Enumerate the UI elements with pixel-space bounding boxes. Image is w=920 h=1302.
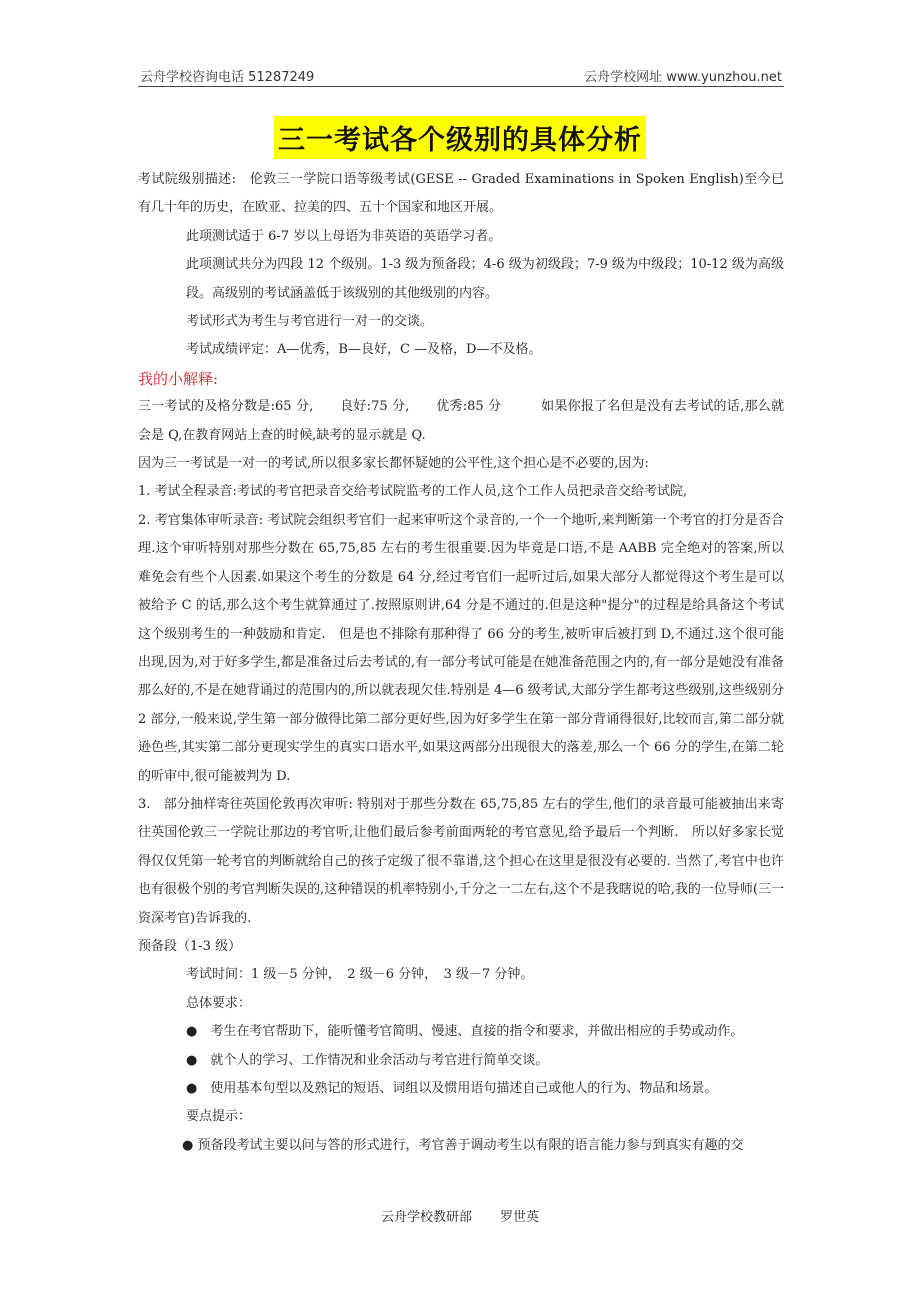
intro-levels: 此项测试共分为四段 12 个级别。1-3 级为预备段；4-6 级为初级段；7-9 级为中级段；10-12 级为高级段。高级别的考试涵盖低于该级别的其他级别的内容。 <box>186 257 784 301</box>
intro-description: 考试院级别描述: 伦敦三一学院口语等级考试(GESE -- Graded Examinations in Spoken English)至今已有几十年的历史，在欧亚、拉美的四、五十个国家和地区开展。 <box>138 172 784 216</box>
intro-grading: 考试成绩评定：A—优秀，B—良好，C —及格，D—不及格。 <box>186 342 542 358</box>
explanation-heading: 我的小解释: <box>138 369 219 388</box>
bullet-icon: ● <box>186 1024 211 1040</box>
prep-tip-1 <box>138 1132 784 1160</box>
requirement-text: 使用基本句型以及熟记的短语、词组以及惯用语句描述自己或他人的行为、物品和场景。 <box>210 1081 718 1096</box>
explanation-scores: 三一考试的及格分数是:65 分, 良好:75 分, 优秀:85 分 如果你报了名但是没有去考试的话,那么就会是 Q,在教育网站上查的时候,缺考的显示就是 Q. <box>138 399 784 443</box>
prep-heading: 预备段（1-3 级） <box>138 938 242 954</box>
tip-text: 预备段考试主要以问与答的形式进行，考官善于调动考生以有限的语言能力参与到真实有趣的交 <box>197 1137 744 1153</box>
bullet-icon: ● <box>186 1081 211 1096</box>
prep-requirement-2 <box>138 1047 784 1075</box>
footer-author: 罗世英 <box>500 1210 540 1225</box>
prep-time: 考试时间：1 级－5 分钟， 2 级－6 分钟， 3 级－7 分钟。 <box>186 967 534 983</box>
title-container <box>0 116 920 159</box>
explanation-item-2: 2. 考官集体审听录音: 考试院会组织考官们一起来审听这个录音的,一个一个地听,来判断第一个考官的打分是否合理.这个审听特别对那些分数在 65,75,85 左右的考生很重要.因为毕竟是口语,不是 AABB 完全绝对的答案,所以难免会有些个人因素.如果这个考生的分数是 64 分,经过考官们一起听过后,如果大部分人都觉得这个考生是可以被给予 C 的话,那么这个考生就算通过了.按照原则讲,64 分是不通过的.但是这种"提分"的过程是给具备这个考试这个级别考生的一种鼓励和肯定. 但是也不排除有那种得了 66 分的考生,被听审后被打到 D,不通过.这个很可能出现,因为,对于好多学生,都是准备过后去考试的,有一部分考试可能是在她准备范围之内的,有一部分是她没有准备那么好的,不是在她背诵过的范围内的,所以就表现欠佳.特别是 4—6 级考试,大部分学生都考这些级别,这些级别分 2 部分,一般来说,学生第一部分做得比第二部分更好些,因为好多学生在第一部分背诵得很好,比较而言,第二部分就逊色些,其实第二部分更现实学生的真实口语水平,如果这两部分出现很大的落差,那么一个 66 分的学生,在第二轮的听审中,很可能被判为 D. <box>138 512 784 784</box>
bullet-icon: ● <box>186 1052 211 1068</box>
bullet-icon: ● <box>182 1137 198 1153</box>
header-website: 云舟学校网址 www.yunzhou.net <box>584 70 782 85</box>
page-header <box>138 64 784 87</box>
explanation-fairness: 因为三一考试是一对一的考试,所以很多家长都怀疑她的公平性,这个担心是不必要的,因为: <box>138 456 649 472</box>
intro-format: 考试形式为考生与考官进行一对一的交谈。 <box>186 314 434 330</box>
explanation-item-3: 3. 部分抽样寄往英国伦敦再次审听: 特别对于那些分数在 65,75,85 左右的学生,他们的录音最可能被抽出来寄往英国伦敦三一学院让那边的考官听,让他们最后参考前面两轮的考官意见,给予最后一个判断. 所以好多家长觉得仅仅凭第一轮考官的判断就给自己的孩子定级了很不靠谱,这个担心在这里是很没有必要的. 当然了,考官中也许也有很极个别的考官判断失误的,这种错误的机率特别小,千分之一二左右,这个不是我瞎说的哈,我的一位导师(三一资深考官)告诉我的. <box>138 796 784 926</box>
requirement-text: 考生在考官帮助下，能听懂考官简明、慢速、直接的指令和要求，并做出相应的手势或动作。 <box>210 1024 744 1040</box>
header-phone: 云舟学校咨询电话 51287249 <box>140 70 315 85</box>
prep-requirement-3 <box>138 1075 784 1103</box>
prep-requirements-heading: 总体要求： <box>186 995 252 1011</box>
prep-requirement-1 <box>138 1018 784 1046</box>
intro-age: 此项测试适于 6-7 岁以上母语为非英语的英语学习者。 <box>186 228 502 244</box>
document-body <box>138 166 784 1160</box>
explanation-item-1: 1. 考试全程录音:考试的考官把录音交给考试院监考的工作人员,这个工作人员把录音交给考试院, <box>138 484 688 500</box>
page-title: 三一考试各个级别的具体分析 <box>274 116 646 159</box>
footer-department: 云舟学校教研部 <box>380 1210 472 1225</box>
requirement-text: 就个人的学习、工作情况和业余活动与考官进行简单交谈。 <box>210 1052 549 1068</box>
page-footer <box>0 1206 920 1225</box>
prep-tips-heading: 要点提示： <box>186 1109 252 1125</box>
